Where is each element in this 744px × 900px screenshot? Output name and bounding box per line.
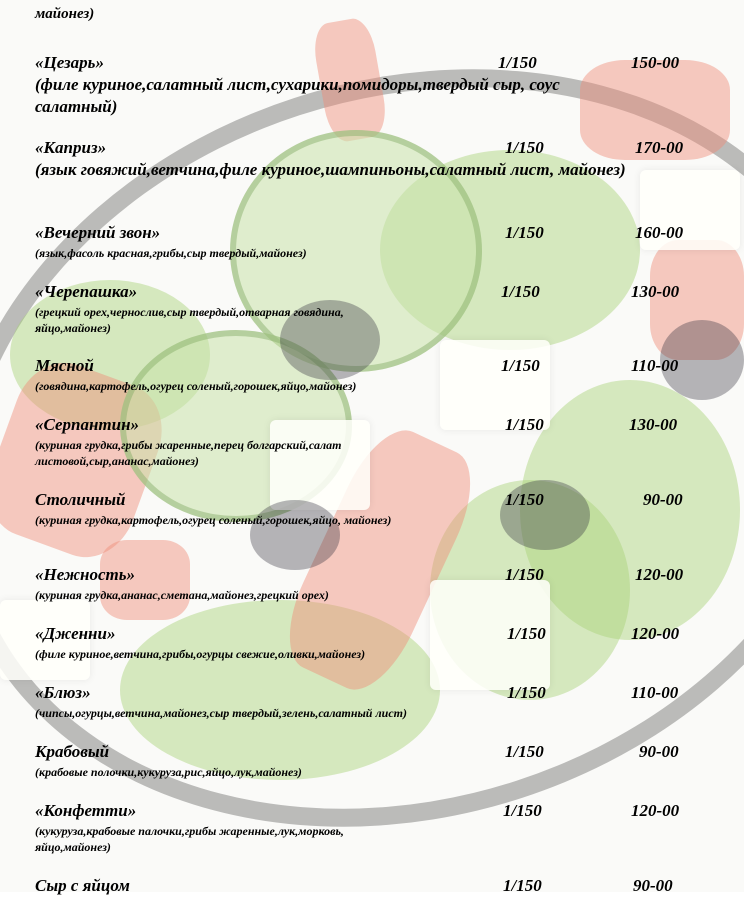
item-price: 150-00	[631, 53, 680, 72]
item-name: Мясной	[35, 356, 94, 375]
item-portion: 1/150	[501, 356, 540, 375]
item-name: Столичный	[35, 490, 126, 509]
item-portion: 1/150	[503, 801, 542, 820]
item-name: «Конфетти»	[35, 801, 137, 820]
item-description: (язык говяжий,ветчина,филе куриное,шампиньоны,салатный лист, майонез)	[35, 160, 626, 179]
item-price: 170-00	[635, 138, 684, 157]
menu-item	[35, 355, 725, 394]
item-price: 90-00	[639, 742, 679, 761]
menu-item	[35, 800, 725, 855]
item-price: 120-00	[631, 801, 680, 820]
item-portion: 1/150	[503, 876, 542, 895]
menu-item	[35, 741, 725, 780]
item-price: 160-00	[635, 223, 684, 242]
item-name: Крабовый	[35, 742, 110, 761]
item-description: (филе куриное,салатный лист,сухарики,помидоры,твердый сыр, соус салатный)	[35, 75, 560, 116]
item-name: «Черепашка»	[35, 282, 138, 301]
item-description: (грецкий орех,чернослив,сыр твердый,отварная говядина, яйцо,майонез)	[35, 305, 344, 335]
item-name: «Блюз»	[35, 683, 91, 702]
item-portion: 1/150	[507, 624, 546, 643]
menu-item	[35, 52, 725, 118]
menu-item	[35, 137, 725, 181]
item-portion: 1/150	[505, 415, 544, 434]
item-name: «Вечерний звон»	[35, 223, 161, 242]
menu-item	[35, 682, 725, 721]
item-price: 90-00	[643, 490, 683, 509]
item-price: 90-00	[633, 876, 673, 895]
item-price: 120-00	[635, 565, 684, 584]
item-price: 130-00	[631, 282, 680, 301]
item-name: «Дженни»	[35, 624, 116, 643]
item-description: (куриная грудка,грибы жаренные,перец болгарский,салат листовой,сыр,ананас,майонез)	[35, 438, 342, 468]
item-portion: 1/150	[507, 683, 546, 702]
item-price: 110-00	[631, 683, 679, 702]
item-name: «Каприз»	[35, 138, 107, 157]
item-description: (крабовые полочки,кукуруза,рис,яйцо,лук,майонез)	[35, 765, 302, 779]
item-portion: 1/150	[498, 53, 537, 72]
menu-item	[35, 281, 725, 336]
item-name: Сыр с яйцом	[35, 876, 130, 895]
item-name: «Нежность»	[35, 565, 136, 584]
menu-item	[35, 875, 725, 897]
item-portion: 1/150	[505, 490, 544, 509]
item-description: (чипсы,огурцы,ветчина,майонез,сыр твердый,зелень,салатный лист)	[35, 706, 407, 720]
menu-item	[35, 564, 725, 603]
menu-item	[35, 414, 725, 469]
item-portion: 1/150	[505, 138, 544, 157]
item-portion: 1/150	[505, 223, 544, 242]
item-name: «Серпантин»	[35, 415, 140, 434]
item-description: (кукуруза,крабовые палочки,грибы жаренные,лук,морковь, яйцо,майонез)	[35, 824, 344, 854]
item-price: 110-00	[631, 356, 679, 375]
item-description: (язык,фасоль красная,грибы,сыр твердый,майонез)	[35, 246, 307, 260]
menu-item	[35, 489, 725, 528]
item-portion: 1/150	[505, 742, 544, 761]
menu-item	[35, 222, 725, 261]
item-description: (говядина,картофель,огурец соленый,горошек,яйцо,майонез)	[35, 379, 357, 393]
item-portion: 1/150	[505, 565, 544, 584]
item-description: (куриная грудка,картофель,огурец соленый,горошек,яйцо, майонез)	[35, 513, 392, 527]
item-name: «Цезарь»	[35, 53, 104, 72]
item-description: (куриная грудка,ананас,сметана,майонез,грецкий орех)	[35, 588, 329, 602]
item-price: 120-00	[631, 624, 680, 643]
continued-text: майонез)	[35, 6, 95, 22]
item-description: (филе куриное,ветчина,грибы,огурцы свежие,оливки,майонез)	[35, 647, 366, 661]
menu-item	[35, 623, 725, 662]
item-portion: 1/150	[501, 282, 540, 301]
item-price: 130-00	[629, 415, 678, 434]
